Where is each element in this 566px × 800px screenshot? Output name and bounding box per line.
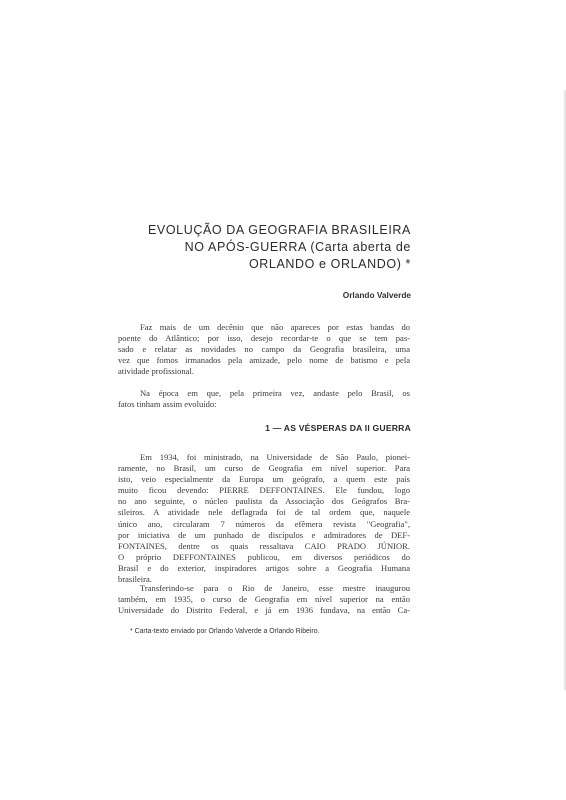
paragraph-2: [118, 388, 410, 410]
text-line: O próprio DEFFONTAINES publicou, em diversos periódicos do: [118, 551, 410, 562]
text-line: Brasil e do exterior, inspiradores artigos sobre a Geografia Humana: [118, 562, 410, 573]
text-line: ramente, no Brasil, um curso de Geografia em nível superior. Para: [118, 463, 410, 474]
text-line: Em 1934, foi ministrado, na Universidade de São Paulo, pionei-: [140, 452, 410, 462]
author-name: Orlando Valverde: [342, 290, 411, 300]
title-line-3: ORLANDO e ORLANDO) *: [248, 257, 411, 271]
text-line: Universidade do Distrito Federal, e já em 1936 fundava, na então Ca-: [118, 605, 410, 616]
text-line: vez que fomos irmanados pela amizade, pelo nome de batismo e pela: [118, 355, 410, 366]
text-line: atividade profissional.: [118, 366, 194, 377]
text-line: no ano seguinte, o núcleo paulista da Associação dos Geógrafos Bra-: [118, 496, 410, 507]
footnote: * Carta-texto enviado por Orlando Valverde a Orlando Ribeiro.: [130, 628, 320, 635]
text-line: Na época em que, pela primeira vez, andaste pelo Brasil, os: [140, 388, 410, 398]
text-line: Transferindo-se para o Rio de Janeiro, esse mestre inaugurou: [140, 583, 410, 593]
text-line: poente do Atlântico; por isso, desejo recordar-te o que se tem pas-: [118, 333, 410, 344]
section-heading: 1 — AS VÉSPERAS DA II GUERRA: [265, 423, 411, 433]
article-title: [148, 222, 411, 273]
text-line: fatos tinham assim evoluído:: [118, 399, 217, 410]
text-line: sado e relatar as novidades no campo da Geografia brasileira, uma: [118, 344, 410, 355]
text-line: também, em 1935, o curso de Geografia em nível superior na então: [118, 594, 410, 605]
text-line: único ano, circularam 7 números da efêmera revista "Geografia",: [118, 518, 410, 529]
paragraph-4: [118, 583, 410, 616]
title-line-2: NO APÓS-GUERRA (Carta aberta de: [184, 240, 411, 254]
paragraph-3: [118, 452, 410, 585]
text-line: isto, veio especialmente da Europa um geógrafo, a quem este país: [118, 474, 410, 485]
paragraph-1: [118, 322, 410, 377]
text-line: Faz mais de um decênio que não apareces por estas bandas do: [140, 322, 410, 332]
text-line: sileiros. A atividade nele deflagrada foi de tal ordem que, naquele: [118, 507, 410, 518]
text-line: por iniciativa de um punhado de discípulos e admiradores de DEF-: [118, 529, 410, 540]
title-line-1: EVOLUÇÃO DA GEOGRAFIA BRASILEIRA: [147, 223, 411, 237]
text-line: brasileira.: [118, 574, 152, 585]
text-line: muito ficou devendo: PIERRE DEFFONTAINES. Ele fundou, logo: [118, 485, 410, 496]
text-line: FONTAINES, dentre os quais ressaltava CAIO PRADO JÚNIOR.: [118, 540, 410, 551]
